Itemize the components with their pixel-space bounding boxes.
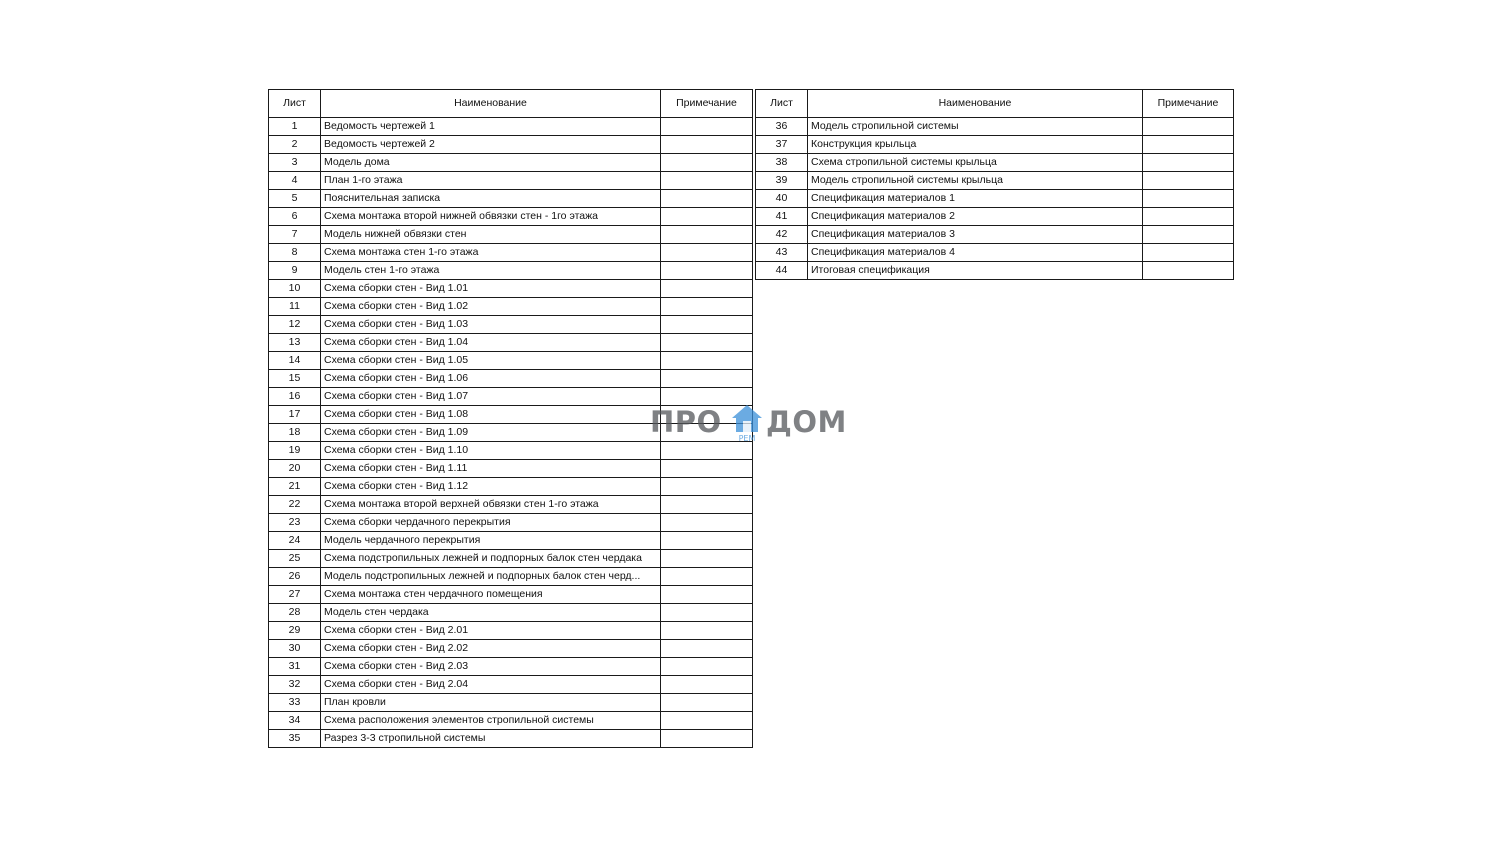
table-row (269, 550, 753, 568)
sheet-number-cell: 17 (269, 406, 321, 424)
header-note: Примечание (661, 90, 753, 118)
sheet-name-cell: Схема сборки стен - Вид 1.03 (321, 316, 661, 334)
table-row (269, 442, 753, 460)
sheet-number-cell: 25 (269, 550, 321, 568)
table-row (269, 334, 753, 352)
sheet-note-cell (661, 532, 753, 550)
sheet-name-cell: Схема сборки стен - Вид 1.05 (321, 352, 661, 370)
sheet-note-cell (661, 604, 753, 622)
watermark-text-dom: ДОМ (766, 405, 847, 439)
sheet-note-cell (661, 316, 753, 334)
table-row (269, 694, 753, 712)
sheet-number-cell: 39 (756, 172, 808, 190)
sheet-name-cell: Модель стропильной системы (808, 118, 1143, 136)
sheet-number-cell: 5 (269, 190, 321, 208)
header-sheet: Лист (269, 90, 321, 118)
table-row (269, 514, 753, 532)
sheet-name-cell: Схема сборки стен - Вид 2.04 (321, 676, 661, 694)
sheet-number-cell: 44 (756, 262, 808, 280)
sheet-number-cell: 16 (269, 388, 321, 406)
sheet-number-cell: 23 (269, 514, 321, 532)
sheet-name-cell: Ведомость чертежей 2 (321, 136, 661, 154)
table-row (269, 118, 753, 136)
sheet-name-cell: Схема сборки стен - Вид 1.09 (321, 424, 661, 442)
sheet-number-cell: 21 (269, 478, 321, 496)
sheet-name-cell: Модель стропильной системы крыльца (808, 172, 1143, 190)
watermark-logo (650, 403, 850, 443)
sheet-number-cell: 32 (269, 676, 321, 694)
sheet-number-cell: 36 (756, 118, 808, 136)
sheet-number-cell: 7 (269, 226, 321, 244)
sheet-name-cell: Схема сборки стен - Вид 1.01 (321, 280, 661, 298)
sheet-number-cell: 6 (269, 208, 321, 226)
sheet-name-cell: Спецификация материалов 3 (808, 226, 1143, 244)
sheet-note-cell (1143, 208, 1234, 226)
sheet-name-cell: Спецификация материалов 1 (808, 190, 1143, 208)
sheet-note-cell (661, 352, 753, 370)
table-row (756, 190, 1234, 208)
sheet-note-cell (661, 514, 753, 532)
sheet-note-cell (661, 172, 753, 190)
sheet-number-cell: 12 (269, 316, 321, 334)
header-note: Примечание (1143, 90, 1234, 118)
sheet-note-cell (661, 244, 753, 262)
sheet-note-cell (661, 460, 753, 478)
table-row (269, 262, 753, 280)
sheet-name-cell: Схема сборки стен - Вид 1.11 (321, 460, 661, 478)
table-row (756, 244, 1234, 262)
sheet-name-cell: Схема подстропильных лежней и подпорных балок стен чердака (321, 550, 661, 568)
sheet-number-cell: 15 (269, 370, 321, 388)
sheet-note-cell (1143, 154, 1234, 172)
sheet-number-cell: 24 (269, 532, 321, 550)
sheet-number-cell: 20 (269, 460, 321, 478)
sheet-number-cell: 35 (269, 730, 321, 748)
table-row (269, 658, 753, 676)
sheet-number-cell: 34 (269, 712, 321, 730)
table-row (269, 208, 753, 226)
watermark-logo-caption: РЕМ (738, 434, 756, 443)
sheet-note-cell (661, 118, 753, 136)
sheet-number-cell: 26 (269, 568, 321, 586)
sheet-number-cell: 2 (269, 136, 321, 154)
table-row (269, 370, 753, 388)
sheet-number-cell: 19 (269, 442, 321, 460)
sheet-name-cell: Спецификация материалов 2 (808, 208, 1143, 226)
sheet-name-cell: Схема сборки чердачного перекрытия (321, 514, 661, 532)
house-icon (730, 403, 764, 443)
sheet-note-cell (661, 658, 753, 676)
sheet-name-cell: Модель чердачного перекрытия (321, 532, 661, 550)
sheet-name-cell: Схема монтажа второй верхней обвязки стен 1-го этажа (321, 496, 661, 514)
sheet-number-cell: 41 (756, 208, 808, 226)
sheet-name-cell: Схема сборки стен - Вид 1.06 (321, 370, 661, 388)
table-body-right (756, 118, 1234, 280)
sheet-name-cell: Схема монтажа стен чердачного помещения (321, 586, 661, 604)
sheet-name-cell: Схема расположения элементов стропильной системы (321, 712, 661, 730)
sheet-note-cell (1143, 262, 1234, 280)
sheet-name-cell: Схема сборки стен - Вид 1.07 (321, 388, 661, 406)
sheet-number-cell: 3 (269, 154, 321, 172)
table-row (269, 280, 753, 298)
table-header-row (756, 90, 1234, 118)
sheet-number-cell: 18 (269, 424, 321, 442)
sheet-name-cell: Схема сборки стен - Вид 1.08 (321, 406, 661, 424)
sheet-number-cell: 33 (269, 694, 321, 712)
table-row (756, 118, 1234, 136)
sheet-name-cell: Спецификация материалов 4 (808, 244, 1143, 262)
table-row (269, 568, 753, 586)
table-row (269, 586, 753, 604)
sheet-number-cell: 29 (269, 622, 321, 640)
table-row (756, 172, 1234, 190)
sheet-note-cell (1143, 136, 1234, 154)
sheet-name-cell: Ведомость чертежей 1 (321, 118, 661, 136)
sheet-name-cell: Схема монтажа стен 1-го этажа (321, 244, 661, 262)
sheet-note-cell (661, 622, 753, 640)
table-row (756, 226, 1234, 244)
sheet-note-cell (661, 190, 753, 208)
sheet-number-cell: 9 (269, 262, 321, 280)
sheet-number-cell: 8 (269, 244, 321, 262)
sheet-number-cell: 42 (756, 226, 808, 244)
sheet-number-cell: 10 (269, 280, 321, 298)
sheet-name-cell: Схема сборки стен - Вид 2.02 (321, 640, 661, 658)
sheet-note-cell (661, 298, 753, 316)
table-row (269, 478, 753, 496)
sheet-note-cell (661, 208, 753, 226)
sheet-name-cell: Схема стропильной системы крыльца (808, 154, 1143, 172)
sheet-number-cell: 11 (269, 298, 321, 316)
table-row (756, 154, 1234, 172)
table-row (756, 262, 1234, 280)
sheet-name-cell: Разрез 3-3 стропильной системы (321, 730, 661, 748)
header-sheet: Лист (756, 90, 808, 118)
sheet-name-cell: Схема монтажа второй нижней обвязки стен - 1го этажа (321, 208, 661, 226)
sheet-name-cell: Модель стен 1-го этажа (321, 262, 661, 280)
table-row (269, 316, 753, 334)
sheet-note-cell (661, 568, 753, 586)
sheet-note-cell (1143, 118, 1234, 136)
header-name: Наименование (321, 90, 661, 118)
table-row (269, 532, 753, 550)
sheet-name-cell: Модель нижней обвязки стен (321, 226, 661, 244)
table-row (269, 640, 753, 658)
sheet-note-cell (661, 496, 753, 514)
table-row (756, 208, 1234, 226)
sheet-note-cell (661, 694, 753, 712)
table-row (269, 352, 753, 370)
sheet-name-cell: План 1-го этажа (321, 172, 661, 190)
sheet-note-cell (1143, 172, 1234, 190)
table-row (269, 136, 753, 154)
table-row (269, 604, 753, 622)
table-row (269, 154, 753, 172)
sheet-name-cell: Модель дома (321, 154, 661, 172)
table-row (269, 730, 753, 748)
sheet-note-cell (661, 442, 753, 460)
sheet-note-cell (661, 550, 753, 568)
table-row (269, 244, 753, 262)
table-row (269, 712, 753, 730)
sheet-note-cell (661, 370, 753, 388)
sheet-name-cell: Модель подстропильных лежней и подпорных балок стен черд... (321, 568, 661, 586)
sheet-name-cell: Схема сборки стен - Вид 1.10 (321, 442, 661, 460)
sheet-number-cell: 37 (756, 136, 808, 154)
sheet-number-cell: 30 (269, 640, 321, 658)
sheet-note-cell (661, 262, 753, 280)
sheet-name-cell: План кровли (321, 694, 661, 712)
sheet-name-cell: Модель стен чердака (321, 604, 661, 622)
sheet-number-cell: 38 (756, 154, 808, 172)
sheet-note-cell (661, 478, 753, 496)
sheet-name-cell: Конструкция крыльца (808, 136, 1143, 154)
sheet-note-cell (661, 640, 753, 658)
table-row (269, 172, 753, 190)
sheet-note-cell (661, 226, 753, 244)
sheet-number-cell: 27 (269, 586, 321, 604)
sheet-name-cell: Схема сборки стен - Вид 2.03 (321, 658, 661, 676)
sheet-note-cell (661, 154, 753, 172)
table-row (269, 496, 753, 514)
sheet-note-cell (1143, 244, 1234, 262)
sheet-note-cell (1143, 226, 1234, 244)
table-row (269, 460, 753, 478)
sheet-note-cell (661, 730, 753, 748)
drawings-list-table-right (755, 89, 1234, 280)
sheet-name-cell: Схема сборки стен - Вид 2.01 (321, 622, 661, 640)
table-header-row (269, 90, 753, 118)
sheet-number-cell: 31 (269, 658, 321, 676)
table-row (269, 226, 753, 244)
sheet-number-cell: 43 (756, 244, 808, 262)
header-name: Наименование (808, 90, 1143, 118)
watermark-text-pro: ПРО (650, 405, 722, 439)
sheet-note-cell (661, 280, 753, 298)
sheet-note-cell (1143, 190, 1234, 208)
sheet-name-cell: Схема сборки стен - Вид 1.02 (321, 298, 661, 316)
sheet-name-cell: Схема сборки стен - Вид 1.12 (321, 478, 661, 496)
sheet-note-cell (661, 334, 753, 352)
sheet-number-cell: 4 (269, 172, 321, 190)
sheet-number-cell: 1 (269, 118, 321, 136)
table-row (269, 676, 753, 694)
sheet-note-cell (661, 586, 753, 604)
table-row (269, 622, 753, 640)
table-row (756, 136, 1234, 154)
sheet-number-cell: 22 (269, 496, 321, 514)
sheet-note-cell (661, 136, 753, 154)
sheet-name-cell: Пояснительная записка (321, 190, 661, 208)
table-row (269, 298, 753, 316)
sheet-number-cell: 13 (269, 334, 321, 352)
sheet-number-cell: 28 (269, 604, 321, 622)
table-row (269, 190, 753, 208)
sheet-name-cell: Итоговая спецификация (808, 262, 1143, 280)
sheet-name-cell: Схема сборки стен - Вид 1.04 (321, 334, 661, 352)
sheet-number-cell: 40 (756, 190, 808, 208)
sheet-number-cell: 14 (269, 352, 321, 370)
sheet-note-cell (661, 676, 753, 694)
sheet-note-cell (661, 712, 753, 730)
